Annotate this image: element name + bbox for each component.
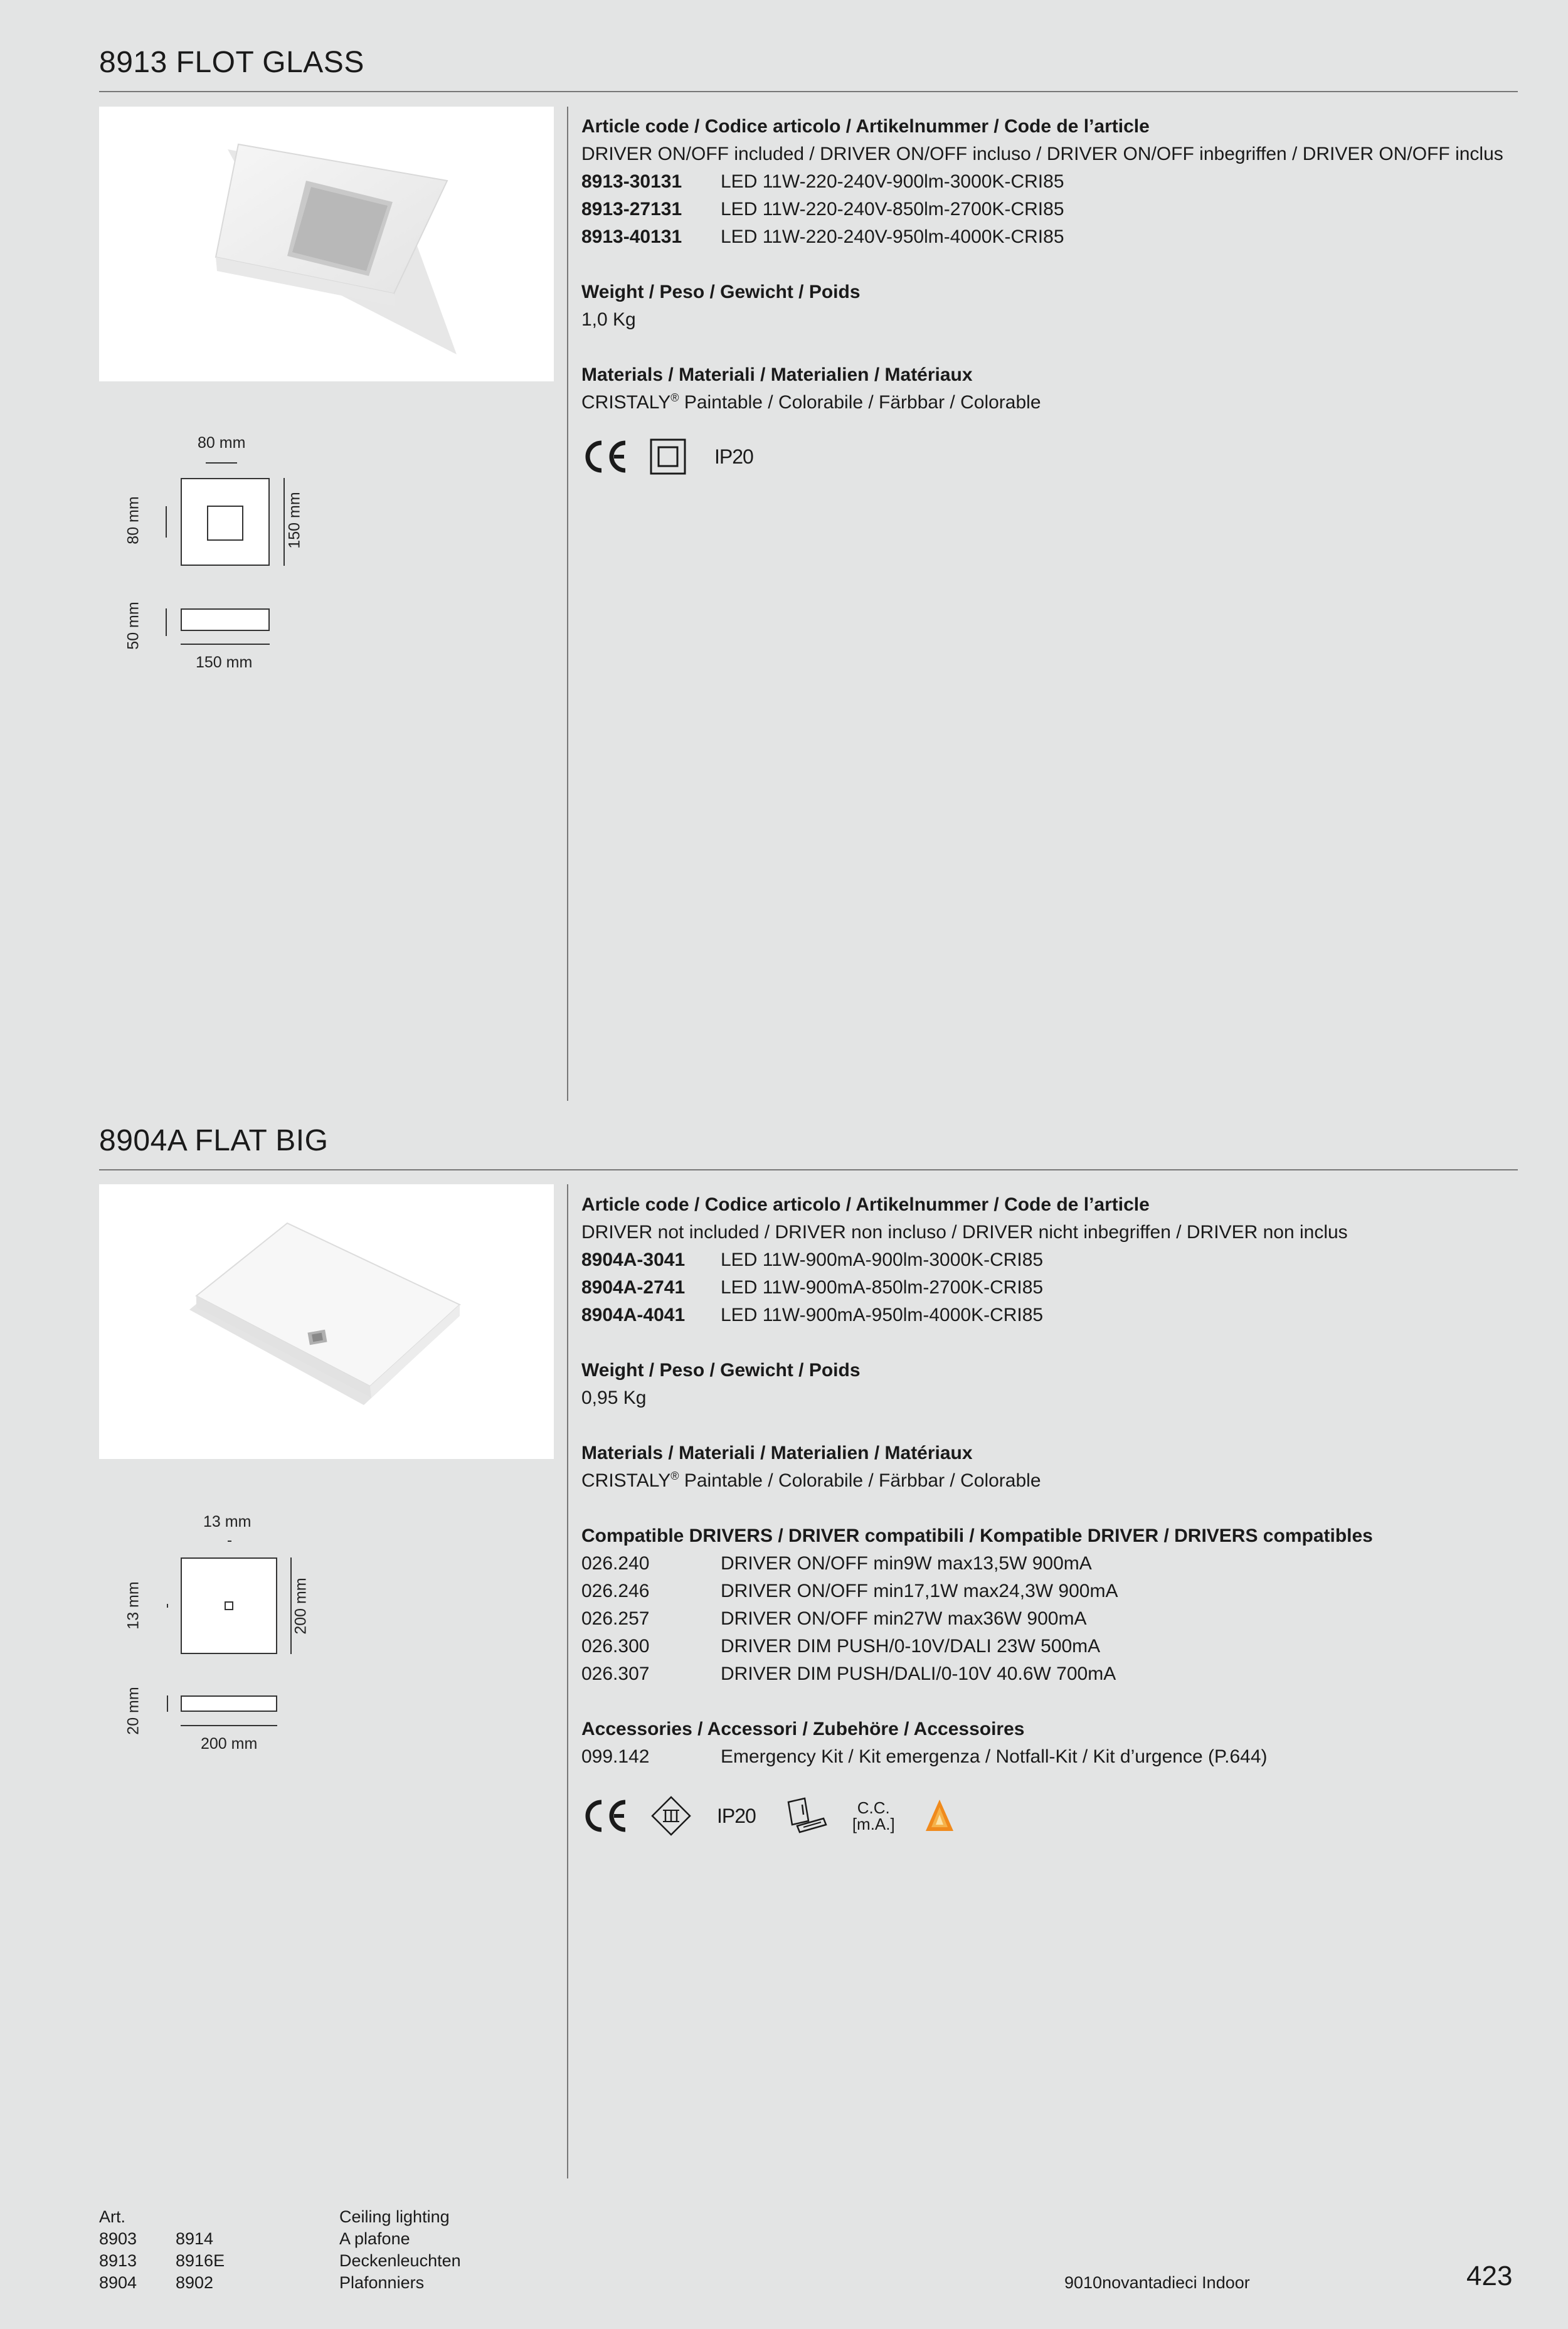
ip-rating: IP20 xyxy=(714,445,753,468)
accessories-heading: Accessories / Accessori / Zubehöre / Accessoires xyxy=(581,1719,1025,1739)
footer-brand: 9010novantadieci Indoor xyxy=(1064,2273,1250,2292)
dim-top: 13 mm xyxy=(203,1513,252,1531)
article-heading: Article code / Codice articolo / Artikelnummer / Code de l’article xyxy=(581,116,1150,137)
dim-top: 80 mm xyxy=(198,434,246,452)
ce-mark-icon xyxy=(581,439,629,474)
product-info xyxy=(581,1191,1373,1771)
title-rule xyxy=(99,91,1518,92)
certification-icons xyxy=(581,1795,955,1837)
no-direct-installation-icon xyxy=(785,1796,829,1836)
dimension-drawing xyxy=(113,1505,351,1769)
ce-mark-icon xyxy=(581,1798,629,1833)
product-title: 8913 FLOT GLASS xyxy=(99,46,364,79)
footer-codes-col1: 8903 8913 8904 xyxy=(99,2229,137,2292)
dim-right: 200 mm xyxy=(292,1578,310,1635)
dim-bottom: 200 mm xyxy=(201,1735,258,1753)
driver-row: 026.240 DRIVER ON/OFF min9W max13,5W 900mA xyxy=(581,1553,1092,1574)
dim-side-left: 20 mm xyxy=(124,1687,142,1735)
drivers-heading: Compatible DRIVERS / DRIVER compatibili / Kompatible DRIVER / DRIVERS compatibles xyxy=(581,1525,1373,1546)
dim-left: 80 mm xyxy=(124,496,142,544)
dim-left: 13 mm xyxy=(124,1581,142,1630)
constant-current-label: C.C. [m.A.] xyxy=(852,1798,895,1833)
weight-heading: Weight / Peso / Gewicht / Poids xyxy=(581,1360,861,1381)
footer-codes-col2: 8914 8916E 8902 xyxy=(176,2229,225,2292)
column-divider xyxy=(567,1184,568,2178)
article-row: 8904A-3041 LED 11W-900mA-900lm-3000K-CRI85 xyxy=(581,1249,1044,1270)
led-source-icon xyxy=(924,1798,955,1833)
dim-bottom: 150 mm xyxy=(196,654,253,671)
product-title: 8904A FLAT BIG xyxy=(99,1124,329,1157)
weight-heading: Weight / Peso / Gewicht / Poids xyxy=(581,282,861,302)
title-rule xyxy=(99,1169,1518,1170)
dim-side-left: 50 mm xyxy=(124,602,142,650)
driver-note: DRIVER not included / DRIVER non incluso / DRIVER nicht inbegriffen / DRIVER non inclus xyxy=(581,1222,1348,1243)
materials-value: CRISTALY® Paintable / Colorabile / Färbbar / Colorable xyxy=(581,391,1041,413)
weight-value: 1,0 Kg xyxy=(581,309,636,330)
driver-row: 026.300 DRIVER DIM PUSH/0-10V/DALI 23W 500mA xyxy=(581,1636,1101,1657)
driver-row: 026.246 DRIVER ON/OFF min17,1W max24,3W 900mA xyxy=(581,1581,1118,1601)
weight-value: 0,95 Kg xyxy=(581,1387,647,1408)
driver-row: 026.307 DRIVER DIM PUSH/DALI/0-10V 40.6W 700mA xyxy=(581,1663,1116,1684)
product-photo xyxy=(99,107,554,381)
top-view-inner xyxy=(207,506,243,541)
materials-heading: Materials / Materiali / Materialien / Matériaux xyxy=(581,364,973,385)
article-row: 8904A-2741 LED 11W-900mA-850lm-2700K-CRI85 xyxy=(581,1277,1044,1298)
certification-icons xyxy=(581,438,753,475)
accessory-row: 099.142 Emergency Kit / Kit emergenza / Notfall-Kit / Kit d’urgence (P.644) xyxy=(581,1746,1268,1767)
dimension-drawing xyxy=(113,427,339,690)
materials-heading: Materials / Materiali / Materialien / Matériaux xyxy=(581,1443,973,1463)
article-row: 8913-30131 LED 11W-220-240V-900lm-3000K-CRI85 xyxy=(581,171,1064,192)
article-heading: Article code / Codice articolo / Artikelnummer / Code de l’article xyxy=(581,1194,1150,1215)
page-number: 423 xyxy=(1466,2261,1513,2291)
article-row: 8913-27131 LED 11W-220-240V-850lm-2700K-CRI85 xyxy=(581,199,1064,220)
ip-rating: IP20 xyxy=(717,1804,756,1827)
side-view xyxy=(181,1695,277,1712)
driver-row: 026.257 DRIVER ON/OFF min27W max36W 900mA xyxy=(581,1608,1087,1629)
article-row: 8913-40131 LED 11W-220-240V-950lm-4000K-CRI85 xyxy=(581,226,1064,247)
dim-right: 150 mm xyxy=(285,492,304,549)
footer-category: Ceiling lighting A plafone Deckenleuchten Plafonniers xyxy=(339,2207,461,2292)
materials-value: CRISTALY® Paintable / Colorabile / Färbbar / Colorable xyxy=(581,1470,1041,1491)
product-info xyxy=(581,113,1503,416)
column-divider xyxy=(567,107,568,1101)
footer-art-label: Art. xyxy=(99,2207,126,2226)
top-view-inner xyxy=(225,1601,233,1610)
class-ii-icon xyxy=(649,438,687,475)
product-photo xyxy=(99,1184,554,1459)
class-iii-icon xyxy=(650,1795,692,1837)
side-view xyxy=(181,608,270,631)
driver-note: DRIVER ON/OFF included / DRIVER ON/OFF incluso / DRIVER ON/OFF inbegriffen / DRIVER ON/OFF inclus xyxy=(581,144,1503,164)
article-row: 8904A-4041 LED 11W-900mA-950lm-4000K-CRI85 xyxy=(581,1305,1044,1325)
